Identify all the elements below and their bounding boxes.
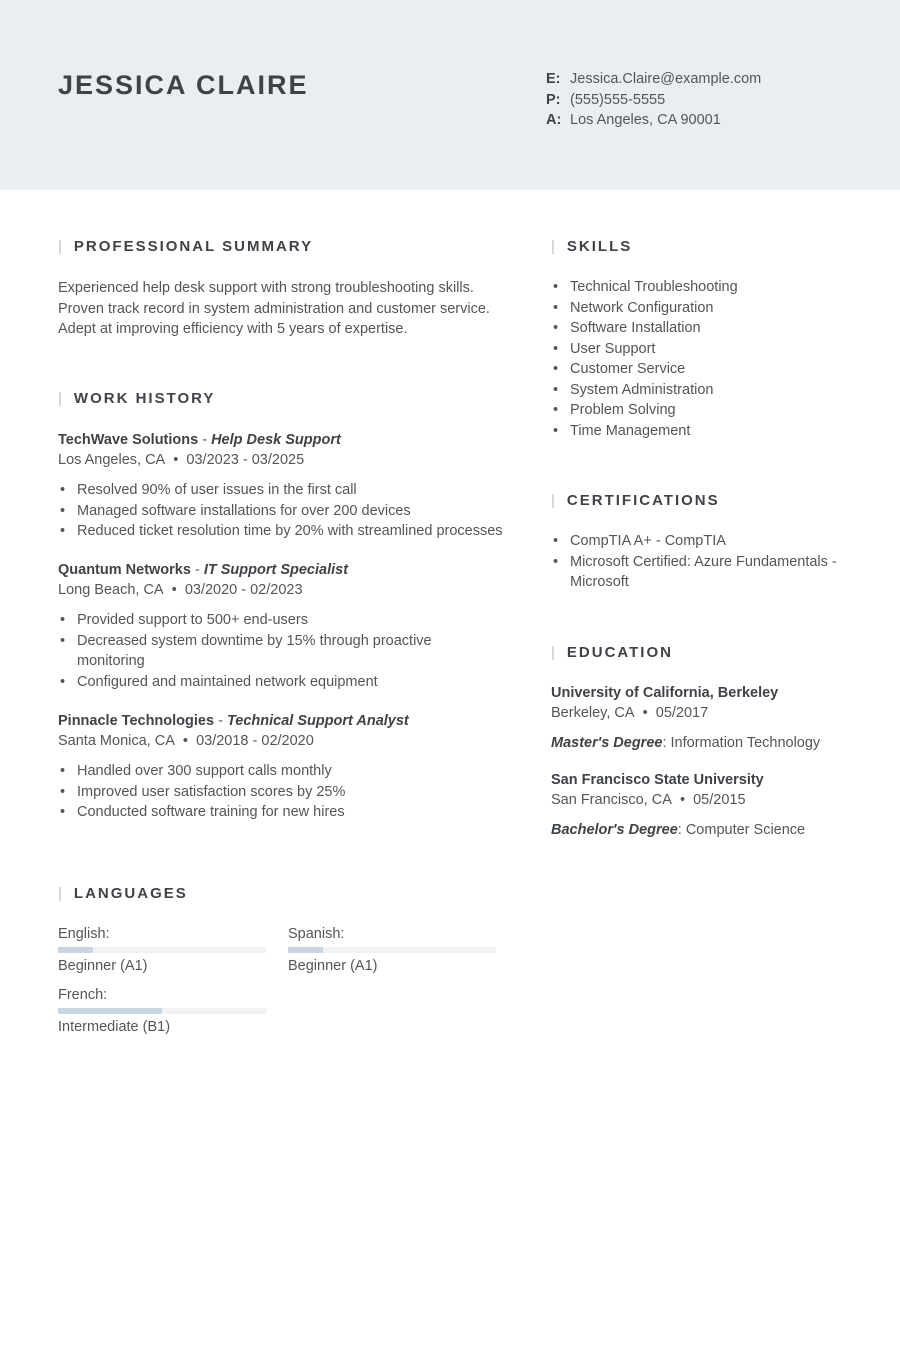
degree-field: Computer Science	[685, 822, 806, 838]
contact-address-row	[546, 111, 761, 132]
language-name: French:	[58, 987, 108, 1003]
heading-bar-icon: |	[551, 492, 555, 509]
job-location: Los Angeles, CA	[58, 452, 166, 468]
email-value[interactable]: Jessica.Claire@example.com	[570, 71, 762, 87]
language-level: Beginner (A1)	[58, 958, 148, 974]
summary-line: Proven track record in system administration and customer service.	[58, 300, 490, 317]
job-company: Pinnacle Technologies	[58, 713, 215, 729]
graduation-date: 05/2015	[693, 792, 746, 808]
school-location: San Francisco, CA	[551, 792, 672, 808]
heading-bar-icon: |	[58, 885, 62, 902]
job-entry	[58, 430, 508, 542]
school-name: University of California, Berkeley	[551, 685, 779, 701]
list-item: • Handled over 300 support calls monthly	[58, 761, 508, 782]
job-role: Technical Support Analyst	[226, 713, 409, 729]
list-item: • Improved user satisfaction scores by 25%	[58, 782, 508, 803]
degree-line: Bachelor's Degree: Computer Science	[551, 822, 806, 838]
language-bar	[58, 947, 266, 953]
skill-item: • Technical Troubleshooting	[551, 277, 851, 298]
heading-bar-icon: |	[551, 238, 555, 255]
job-bullets	[58, 610, 478, 692]
address-label: A:	[546, 112, 562, 128]
work-history-title: WORK HISTORY	[73, 390, 216, 407]
job-dates: 03/2020 - 02/2023	[184, 582, 303, 598]
summary-heading	[58, 238, 313, 255]
address-value: Los Angeles, CA 90001	[570, 112, 721, 128]
list-item: • Conducted software training for new hires	[58, 802, 508, 823]
education-entry	[551, 683, 871, 753]
education-meta: San Francisco, CA • 05/2015	[551, 792, 746, 808]
certification-item: • Microsoft Certified: Azure Fundamentals - Microsoft	[551, 552, 846, 593]
language-name: Spanish:	[288, 926, 345, 942]
job-role: IT Support Specialist	[203, 562, 349, 578]
certification-item: • CompTIA A+ - CompTIA	[551, 531, 846, 552]
language-item	[288, 924, 496, 976]
job-dates: 03/2023 - 03/2025	[186, 452, 305, 468]
certifications-heading	[551, 492, 720, 509]
resume-header	[0, 0, 900, 190]
education-heading	[551, 644, 673, 661]
language-level: Intermediate (B1)	[58, 1019, 171, 1035]
email-label: E:	[546, 71, 561, 87]
heading-bar-icon: |	[58, 238, 62, 255]
contact-email-row	[546, 70, 761, 91]
skill-item: • User Support	[551, 339, 851, 360]
job-header: TechWave Solutions - Help Desk Support	[58, 432, 341, 448]
language-item	[58, 985, 266, 1037]
list-item: • Resolved 90% of user issues in the first call	[58, 480, 508, 501]
language-bar	[288, 947, 496, 953]
list-item: • Reduced ticket resolution time by 20% with streamlined processes	[58, 521, 508, 542]
job-location: Santa Monica, CA	[58, 733, 175, 749]
certifications-list	[551, 531, 846, 593]
language-item	[58, 924, 266, 976]
languages-title: LANGUAGES	[73, 885, 188, 902]
list-item: • Managed software installations for over 200 devices	[58, 501, 508, 522]
heading-bar-icon: |	[58, 390, 62, 407]
language-bar	[58, 1008, 266, 1014]
list-item: • Provided support to 500+ end-users	[58, 610, 478, 631]
certifications-title: CERTIFICATIONS	[566, 492, 720, 509]
language-name: English:	[58, 926, 110, 942]
skill-item: • Customer Service	[551, 359, 851, 380]
skills-heading	[551, 238, 632, 255]
skill-item: • Software Installation	[551, 318, 851, 339]
school-name: San Francisco State University	[551, 772, 764, 788]
list-item: • Configured and maintained network equipment	[58, 672, 478, 693]
school-location: Berkeley, CA	[551, 705, 635, 721]
job-header: Pinnacle Technologies - Technical Support Analyst	[58, 713, 409, 729]
degree-type: Bachelor's Degree	[551, 822, 678, 838]
skill-item: • Network Configuration	[551, 298, 851, 319]
job-role: Help Desk Support	[211, 432, 341, 448]
work-history-heading	[58, 390, 215, 407]
degree-line: Master's Degree: Information Technology	[551, 735, 821, 751]
job-meta: Los Angeles, CA • 03/2023 - 03/2025	[58, 452, 305, 468]
job-bullets	[58, 480, 508, 542]
contact-phone-row	[546, 91, 761, 112]
summary-line: Adept at improving efficiency with 5 years of expertise.	[58, 321, 408, 337]
skill-item: • Time Management	[551, 421, 851, 442]
job-company: Quantum Networks	[58, 562, 191, 578]
skill-item: • Problem Solving	[551, 400, 851, 421]
language-bar-fill	[58, 947, 93, 953]
skills-list	[551, 277, 851, 441]
list-item: • Decreased system downtime by 15% through proactive monitoring	[58, 631, 478, 672]
job-meta: Long Beach, CA • 03/2020 - 02/2023	[58, 582, 303, 598]
education-title: EDUCATION	[566, 644, 673, 661]
education-entry	[551, 770, 871, 840]
degree-field: Information Technology	[670, 735, 821, 751]
skill-item: • System Administration	[551, 380, 851, 401]
language-bar-fill	[288, 947, 323, 953]
contact-info	[546, 70, 761, 132]
job-entry	[58, 560, 478, 692]
job-bullets	[58, 761, 508, 823]
summary-title: PROFESSIONAL SUMMARY	[73, 238, 314, 255]
skills-title: SKILLS	[566, 238, 633, 255]
candidate-name: JESSICA CLAIRE	[58, 70, 309, 100]
degree-type: Master's Degree	[551, 735, 663, 751]
phone-label: P:	[546, 91, 561, 108]
phone-value: (555)555-5555	[570, 91, 666, 108]
education-meta: Berkeley, CA • 05/2017	[551, 705, 709, 721]
job-meta: Santa Monica, CA • 03/2018 - 02/2020	[58, 733, 314, 749]
language-level: Beginner (A1)	[288, 958, 378, 974]
language-bar-fill	[58, 1008, 162, 1014]
job-company: TechWave Solutions	[58, 432, 199, 448]
languages-heading	[58, 885, 188, 902]
summary-line: Experienced help desk support with strong troubleshooting skills.	[58, 280, 474, 296]
job-location: Long Beach, CA	[58, 582, 164, 598]
job-dates: 03/2018 - 02/2020	[196, 733, 314, 749]
heading-bar-icon: |	[551, 644, 555, 661]
graduation-date: 05/2017	[655, 705, 709, 721]
job-entry	[58, 711, 508, 823]
job-header: Quantum Networks - IT Support Specialist	[58, 562, 349, 578]
summary-text	[58, 278, 508, 340]
